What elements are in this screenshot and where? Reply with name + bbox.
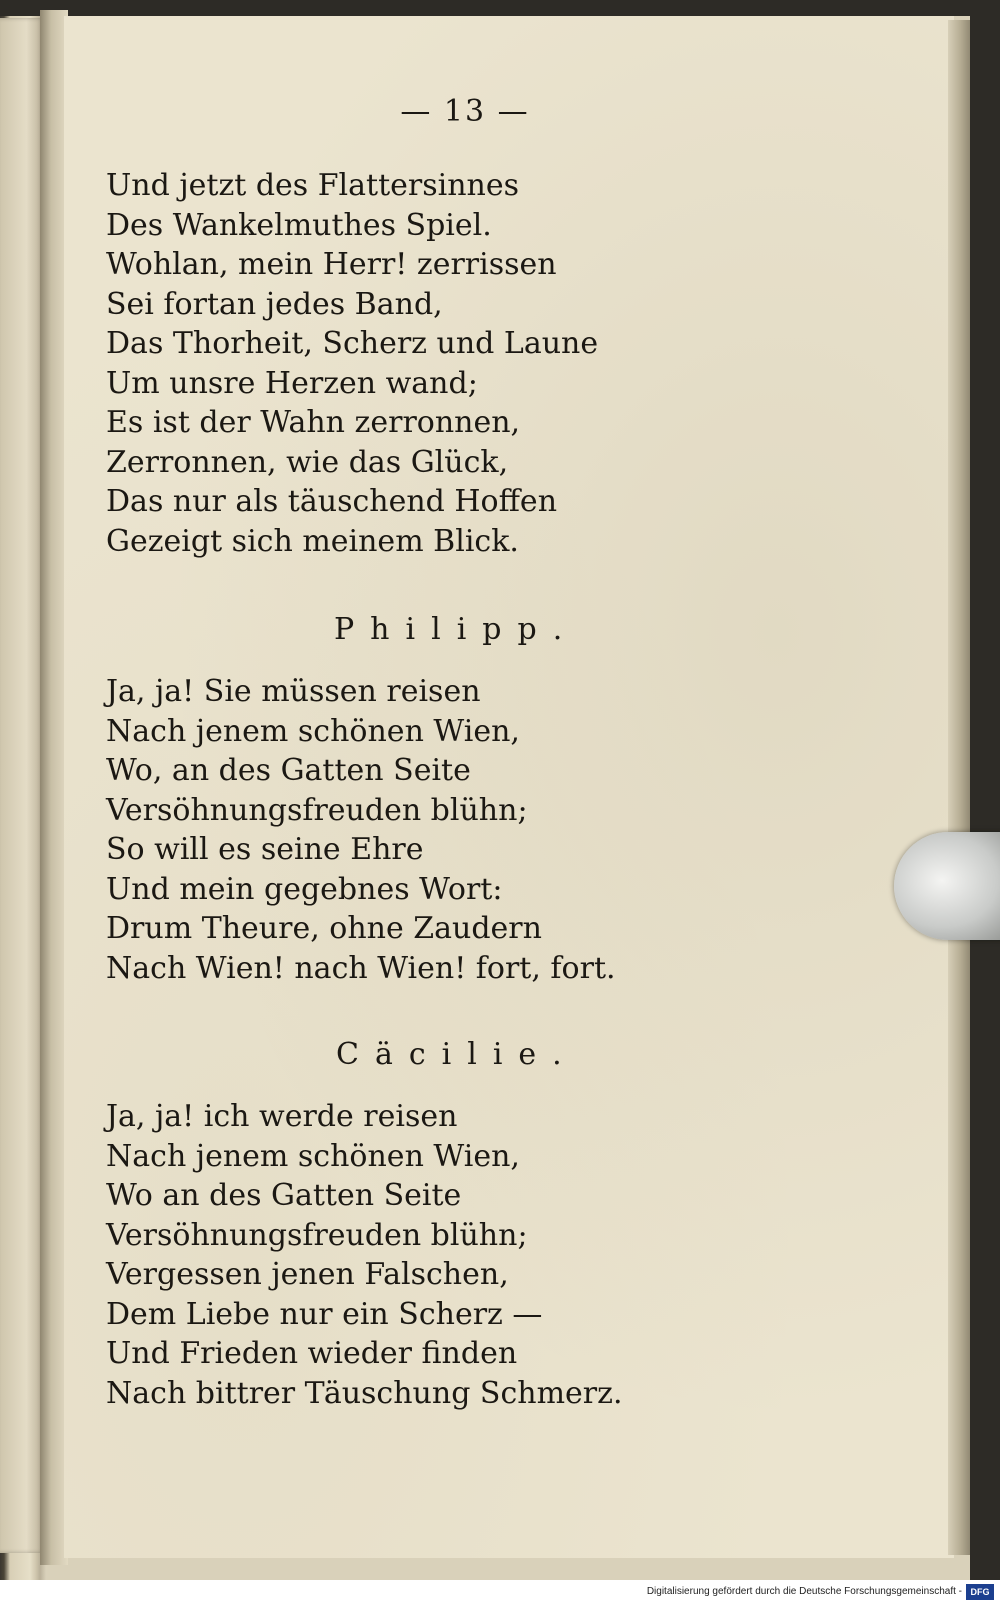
- verse-line: Wo, an des Gatten Seite: [106, 753, 471, 788]
- verse-line: Gezeigt sich meinem Blick.: [106, 523, 519, 559]
- verse-line: Um unsre Herzen wand;: [106, 365, 478, 401]
- verse-line: Wo an des Gatten Seite: [106, 1178, 462, 1213]
- digitization-credit: Digitalisierung gefördert durch die Deutsche Forschungsgemeinschaft -: [646, 1586, 962, 1597]
- verse-line: Nach bittrer Täuschung Schmerz.: [106, 1375, 623, 1411]
- verse-line: Und Frieden wieder finden: [106, 1336, 518, 1371]
- verse-line: Drum Theure, ohne Zaudern: [106, 911, 542, 946]
- stanza-3: [106, 1097, 623, 1413]
- verse-line: Und mein gegebnes Wort:: [106, 871, 503, 907]
- verse-line: Zerronnen, wie das Glück,: [106, 444, 509, 480]
- verse-line: Nach jenem schönen Wien,: [106, 713, 520, 749]
- verse-line: Sei fortan jedes Band,: [106, 286, 443, 322]
- verse-line: Ja, ja! ich werde reisen: [106, 1099, 458, 1134]
- page-stack-edge: [948, 20, 972, 1555]
- page-holder-clip: [894, 832, 1000, 940]
- page-number: — 13 —: [400, 94, 530, 129]
- scan-right-border: [970, 0, 1000, 1580]
- dfg-logo: DFG: [966, 1584, 994, 1600]
- stanza-2: [106, 672, 616, 988]
- verse-line: Dem Liebe nur ein Scherz —: [106, 1296, 543, 1332]
- verse-line: Das nur als täuschend Hoffen: [106, 484, 558, 519]
- verse-line: Versöhnungsfreuden blühn;: [106, 792, 528, 828]
- stanza-1: [106, 166, 598, 561]
- verse-line: Vergessen jenen Falschen,: [106, 1257, 509, 1292]
- verse-line: Versöhnungsfreuden blühn;: [106, 1217, 528, 1253]
- verse-line: Es ist der Wahn zerronnen,: [106, 405, 521, 440]
- verse-line: Das Thorheit, Scherz und Laune: [106, 326, 599, 361]
- speaker-heading-philipp: Philipp.: [334, 612, 579, 647]
- scan-top-border: [0, 0, 1000, 16]
- verse-line: Nach Wien! nach Wien! fort, fort.: [106, 950, 616, 986]
- verse-line: Des Wankelmuthes Spiel.: [106, 207, 492, 243]
- verse-line: Ja, ja! Sie müssen reisen: [106, 674, 481, 709]
- verse-line: Und jetzt des Flattersinnes: [106, 168, 520, 203]
- verse-line: Nach jenem schönen Wien,: [106, 1138, 520, 1174]
- verse-line: So will es seine Ehre: [106, 832, 424, 867]
- facing-page-edge: [0, 18, 44, 1553]
- footer-bar: [0, 1580, 1000, 1607]
- speaker-heading-caecilie: Cäcilie.: [336, 1037, 578, 1072]
- verse-line: Wohlan, mein Herr! zerrissen: [106, 247, 557, 282]
